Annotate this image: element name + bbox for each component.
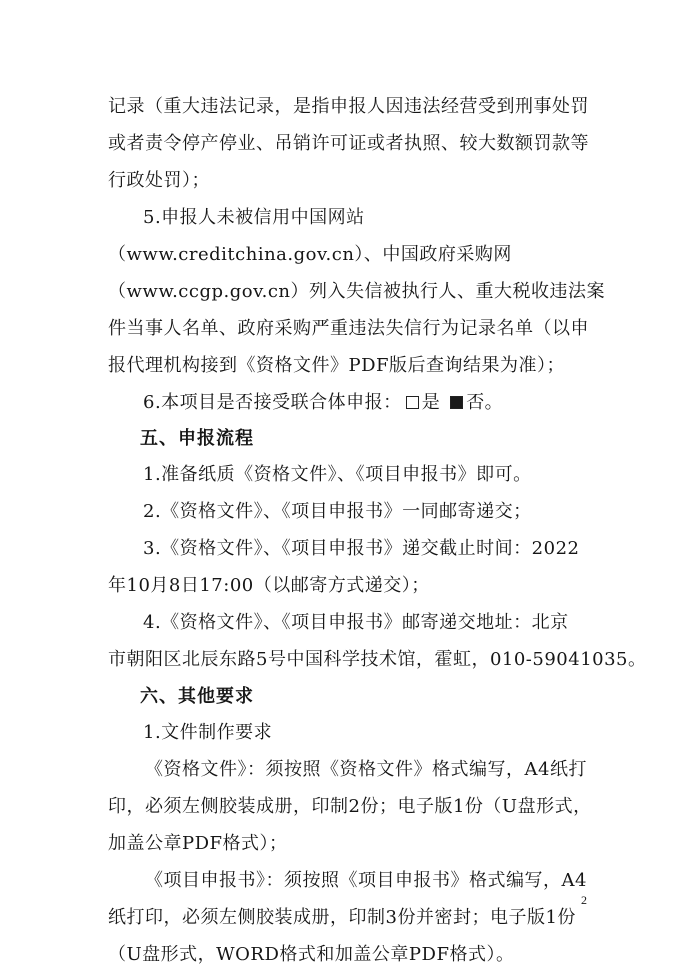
body-line: 记录（重大违法记录，是指申报人因违法经营受到刑事处罚 bbox=[108, 96, 589, 117]
body-line: 市朝阳区北辰东路5号中国科学技术馆，霍虹，010-59041035。 bbox=[108, 649, 647, 670]
page-number: 2 bbox=[581, 893, 587, 907]
body-line: 3.《资格文件》、《项目申报书》递交截止时间：2022 bbox=[143, 538, 580, 559]
body-line: 加盖公章PDF格式）； bbox=[108, 833, 288, 854]
body-line: 印，必须左侧胶装成册，印制2份；电子版1份（U盘形式， bbox=[108, 796, 592, 817]
body-line: 5.申报人未被信用中国网站 bbox=[143, 207, 365, 228]
no-label: 否。 bbox=[466, 392, 504, 413]
yes-checkbox bbox=[406, 396, 419, 409]
body-line: （www.ccgp.gov.cn）列入失信被执行人、重大税收违法案 bbox=[108, 281, 606, 302]
body-line: （U盘形式，WORD格式和加盖公章PDF格式）。 bbox=[108, 944, 515, 965]
body-line: 纸打印，必须左侧胶装成册，印制3份并密封；电子版1份 bbox=[108, 907, 576, 928]
body-line: 或者责令停产停业、吊销许可证或者执照、较大数额罚款等 bbox=[108, 133, 589, 154]
no-checkbox bbox=[450, 396, 463, 409]
body-line: 1.准备纸质《资格文件》、《项目申报书》即可。 bbox=[143, 464, 532, 485]
joint-bid-line bbox=[143, 388, 503, 414]
body-line: 《资格文件》：须按照《资格文件》格式编写，A4纸打 bbox=[145, 759, 587, 780]
body-line: 《项目申报书》：须按照《项目申报书》格式编写，A4 bbox=[145, 870, 587, 891]
body-line: 年10月8日17:00（以邮寄方式递交）； bbox=[108, 575, 430, 596]
body-line: 1.文件制作要求 bbox=[143, 722, 273, 743]
body-line: （www.creditchina.gov.cn）、中国政府采购网 bbox=[108, 244, 512, 265]
section-heading: 五、申报流程 bbox=[140, 428, 254, 449]
body-line: 报代理机构接到《资格文件》PDF版后查询结果为准）； bbox=[108, 355, 566, 376]
body-line: 行政处罚）； bbox=[108, 170, 210, 191]
section-heading: 六、其他要求 bbox=[140, 686, 254, 707]
body-line: 4.《资格文件》、《项目申报书》邮寄递交地址：北京 bbox=[143, 612, 569, 633]
joint-bid-prefix: 6.本项目是否接受联合体申报： bbox=[143, 392, 402, 413]
body-line: 件当事人名单、政府采购严重违法失信行为记录名单（以申 bbox=[108, 318, 589, 339]
body-line: 2.《资格文件》、《项目申报书》一同邮寄递交； bbox=[143, 501, 532, 522]
yes-label: 是 bbox=[421, 392, 441, 413]
